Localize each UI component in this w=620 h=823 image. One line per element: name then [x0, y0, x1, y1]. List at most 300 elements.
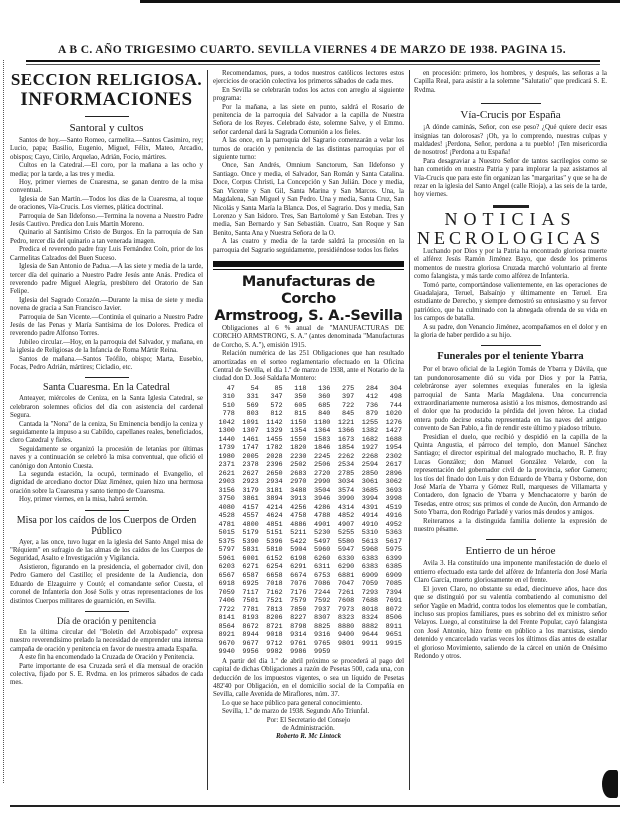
bond-number: 4286	[314, 503, 331, 512]
top-border-bar	[140, 0, 620, 3]
bond-number: 118	[294, 384, 307, 393]
bond-number: 1747	[242, 444, 259, 453]
bond-number: 6925	[242, 580, 259, 589]
paragraph: Parroquia de San Vicente.—Continúa el quinario a Nuestro Padre Jesús de las Penas y María Santísima de los Dolores. Predica el reverendo padre Alfonso Torres.	[10, 313, 203, 338]
article-body	[10, 629, 203, 688]
bond-number: 2621	[218, 469, 235, 478]
bond-number: 5904	[290, 546, 307, 555]
paragraph: Lo que se hace público para general conocimiento.	[222, 699, 363, 707]
article-heading: Entierro de un héroe	[465, 545, 556, 558]
paragraph: Luchando por Dios y por la Patria ha encontrado gloriosa muerte el alférez Jesús Ramón Jiménez Bayo, que desde los primeros momentos de nuestra gloriosa Cruzada marchó voluntario al frente como falangista, y más tarde como alférez de Infantería.	[414, 247, 607, 281]
table-row	[213, 606, 404, 615]
bond-number: 1307	[242, 427, 259, 436]
bond-number: 1142	[266, 418, 283, 427]
signature-name: Roberto R. Mc Lintock	[275, 733, 342, 741]
bond-number: 1276	[385, 418, 402, 427]
bond-number: 8880	[337, 622, 355, 631]
paragraph: A las once, en la parroquia del Sagrario comenzarán a velar los turnos de oración y penitencia de las distintas parroquias por el siguiente turno:	[213, 137, 404, 162]
bond-number: 5310	[361, 529, 379, 538]
column-left	[10, 70, 203, 688]
article-body	[414, 124, 607, 200]
table-row	[213, 427, 404, 436]
bond-number: 7059	[218, 588, 235, 597]
ad-title: Armstroog, S. A.-Sevilla	[214, 307, 403, 324]
bond-number: 3034	[337, 478, 355, 487]
bond-number: 347	[270, 393, 283, 402]
bond-number: 5947	[337, 546, 355, 555]
bond-number: 685	[318, 401, 331, 410]
bond-number: 8072	[385, 605, 402, 614]
table-row	[213, 580, 404, 589]
article-body	[414, 248, 607, 340]
bond-number: 1682	[361, 435, 379, 444]
bond-number: 3488	[290, 486, 307, 495]
bond-number: 5375	[218, 537, 235, 546]
masthead-rule	[26, 60, 600, 62]
masthead-rule-thin	[26, 64, 600, 65]
article-body	[213, 70, 404, 255]
bond-number: 1150	[290, 418, 307, 427]
bond-number: 2785	[337, 469, 355, 478]
bond-number: 7406	[218, 597, 235, 606]
bond-number: 4624	[266, 512, 283, 521]
bottom-border-bar	[10, 805, 620, 807]
bond-number: 6383	[361, 554, 379, 563]
bond-number: 2990	[314, 478, 331, 487]
bond-number: 1954	[385, 444, 402, 453]
bond-number: 4758	[290, 512, 307, 521]
article-heading: Santa Cuaresma. En la Catedral	[43, 382, 170, 394]
paragraph: Cantada la "Nona" de la ceniza, Su Eminencia bendijo la ceniza y seguidamente la impuso a su Cabildo, capellanes reales, beneficiados, clero Catedral y fieles.	[10, 420, 203, 445]
bond-number: 9316	[314, 631, 331, 640]
bond-number: 9400	[337, 631, 355, 640]
bond-number: 3574	[337, 486, 355, 495]
paragraph: Relación numérica de las 251 Obligaciones que han resultado amortizadas en el sorteo reglamentario efectuado en la Oficina Central de Sevilla, el día 1.º de marzo de 1938, ante el Notario de la ciudad don D. José Saldaña Montero:	[213, 350, 404, 383]
bond-numbers-table	[213, 385, 404, 657]
bond-number: 136	[318, 384, 331, 393]
paragraph: Parte importante de esa Cruzada será el día mensual de oración colectiva, fijado por S. E. Rvdma. en los primeros sábados de cada mes.	[10, 662, 203, 687]
table-row	[213, 419, 404, 428]
bond-number: 2934	[266, 478, 283, 487]
bond-number: 3990	[337, 495, 355, 504]
bond-number: 4910	[361, 520, 379, 529]
bond-number: 9959	[314, 648, 331, 657]
bond-number: 4916	[385, 512, 402, 521]
bond-number: 1091	[242, 418, 259, 427]
bond-number: 3685	[361, 486, 379, 495]
bond-number: 3750	[218, 495, 235, 504]
bond-number: 7086	[314, 580, 331, 589]
divider	[85, 510, 129, 511]
bond-number: 5960	[314, 546, 331, 555]
bond-number: 2005	[242, 452, 259, 461]
paragraph: La segunda estación, la ocupó, terminado el Evangelio, el dignidad de arcediano doctor Díaz Jiménez, quien hizo una hermosa oración sobre la Cuaresma y santo tiempo de Cuaresma.	[10, 471, 203, 495]
bond-number: 6271	[242, 563, 259, 572]
bond-number: 1820	[290, 444, 307, 453]
paragraph: Para desagraviar a Nuestro Señor de tantos sacrilegios como se han cometido en nuestra Patria y para implorar la paz asistamos al Vía-Crucis que para este fin organizan las "margaritas" y que se ha de rezar en la iglesia del Santo Angel (calle Rioja), a las seis de la tarde, hoy viernes.	[414, 157, 607, 199]
bond-number: 9670	[218, 639, 235, 648]
table-row	[213, 640, 404, 649]
bond-number: 1329	[266, 427, 283, 436]
bond-number: 9018	[266, 631, 283, 640]
bond-number: 1300	[218, 427, 235, 436]
bond-number: 5975	[385, 546, 402, 555]
bond-number: 5497	[314, 537, 331, 546]
divider	[85, 116, 129, 117]
bond-number: 2896	[385, 469, 402, 478]
bond-number: 1020	[385, 410, 402, 419]
bond-number: 5396	[266, 537, 283, 546]
bond-number: 2268	[361, 452, 379, 461]
bond-number: 5613	[361, 537, 379, 546]
table-row	[213, 614, 404, 623]
bond-number: 284	[365, 384, 379, 393]
bond-number: 7176	[290, 588, 307, 597]
column-divider	[409, 70, 410, 790]
bond-number: 8721	[266, 622, 283, 631]
bond-number: 3894	[266, 495, 283, 504]
bond-number	[332, 648, 356, 657]
bond-number: 8911	[385, 622, 402, 631]
table-row	[213, 555, 404, 564]
paragraph: Anteayer, miércoles de Ceniza, en la Santa Iglesia Catedral, se celebraron solemnes oficios del día con asistencia del cardenal Segura.	[10, 395, 203, 420]
bond-number: 8825	[314, 622, 331, 631]
bond-number: 5255	[337, 529, 355, 538]
bond-number: 9761	[290, 639, 307, 648]
bond-number: 4314	[337, 503, 355, 512]
paragraph: Presidían el duelo, que recibió y despidió en la capilla de la Quinta Angustia, el párroco del templo, don Manuel Sánchez Santiago; el director espiritual del malogrado muchacho, R. P. fray Lucas González; don Manuel González Velarde, con la representación del gobernador civil de la provincia, señor Gamero; los tíos del finado don Luis y don Eduardo de Ybarra y Osborne, don José María de Ybarra y Gómez Rull, marqueses de Villamarta y Contadero, don Ignacio de Ybarra y Menchacatorre y barón de Tesedas, entre otros; sus primos el conde de Aucón, don Armando de Soto Ybarra, don Rodrigo Parladé y varios más deudos y amigos.	[414, 433, 607, 517]
paragraph: ¡A dónde caminás, Señor, con ese peso? ¿Qué quiere decir esas insignias tan dolorosas? ¡Oh, ya lo comprendo, nuestras culpas y maldades! ¡Perdona, Señor, perdona a tu pueblo! ¡Ten misericordia de nosotros! ¡Perdona a tu España!	[414, 124, 607, 157]
paragraph: Tomó parte, comportándose valientemente, en las operaciones de Guadalajara, Teruel, Balsaínjo y últimamente en Teruel. Era estudiante de Derecho, y siempre demostró su entusiasmo y su fervor patriótico, que ha culminado con la abnegada ofrenda de su vida en los campos de batalla.	[414, 281, 607, 323]
bond-number: 3061	[361, 478, 379, 487]
bond-number: 5151	[266, 529, 283, 538]
bond-number: 3913	[290, 495, 307, 504]
bond-number: 1673	[337, 435, 355, 444]
ink-blot	[602, 770, 618, 798]
bond-number: 8798	[290, 622, 307, 631]
bond-number: 7973	[337, 605, 355, 614]
paragraph: Quinario al Santísimo Cristo de Burgos. En la parroquia de San Pedro, tercer día del quinario a tan venerada imagen.	[10, 229, 203, 245]
bond-number: 4788	[314, 512, 331, 521]
article-body	[10, 137, 203, 372]
ad-body	[213, 325, 404, 384]
bond-number: 9314	[290, 631, 307, 640]
article-body	[414, 366, 607, 534]
bond-number: 6385	[385, 563, 402, 572]
bond-number: 2245	[314, 452, 331, 461]
bond-number: 1382	[361, 427, 379, 436]
bond-number: 310	[222, 393, 235, 402]
bond-number: 6383	[361, 563, 379, 572]
bond-number: 6399	[385, 554, 402, 563]
bond-number: 2502	[290, 461, 307, 470]
bond-number: 6290	[337, 563, 355, 572]
bond-number: 2506	[314, 461, 331, 470]
table-row	[213, 453, 404, 462]
bond-number: 9982	[266, 648, 283, 657]
left-margin-dots	[3, 60, 4, 783]
paragraph: Por el bravo oficial de la Legión Tomás de Ybarra y Dávila, que tan pundonorosamente dió su vida por Dios y por la Patria, celebráronse ayer solemnes exequias funerales en la iglesia parroquial de Santa María Magdalena. Una concurrencia extraordinariamente numerosa asistió a los mismos, demostrando así el dolor que ha producido la pérdida del joven héroe. La ciudad entera pudo decirse estaba representada en las naves del antiguo convento de San Pablo, a fin de rendir este último y piadoso tributo.	[414, 366, 607, 433]
bond-number: 1221	[337, 418, 355, 427]
paragraph: Hoy, primer viernes de Cuaresma, se ganan dentro de la misa conventual.	[10, 179, 203, 195]
bond-number: 2028	[266, 452, 283, 461]
bond-number: 7937	[314, 605, 331, 614]
bond-number: 1427	[385, 427, 402, 436]
bond-number: 1583	[314, 435, 331, 444]
bond-number: 5617	[385, 537, 402, 546]
bond-number: 4391	[361, 503, 379, 512]
page-masthead: A B C. AÑO TRIGESIMO CUARTO. SEVILLA VIERNES 4 DE MARZO DE 1938. PAGINA 15.	[58, 44, 566, 56]
bond-number: 9940	[218, 648, 235, 657]
bond-number: 7501	[242, 597, 259, 606]
bond-number: 1854	[337, 444, 355, 453]
paragraph: Asistieron, figurando en la presidencia, el gobernador civil, don Pedro Gamero del Castillo; el presidente de la Audiencia, don Eduardo de Elzaguirre y Coutó; el comandante señor Cuesta, el coronel de Infantería don José Solís y otras representaciones de los distintos Cuerpos militares de guarnición, en Sevilla.	[10, 563, 203, 605]
bond-number: 6674	[290, 571, 307, 580]
table-row	[213, 487, 404, 496]
bond-number: 4080	[218, 503, 235, 512]
bond-number: 3994	[361, 495, 379, 504]
paragraph: Seguidamente se organizó la procesión de letanías por últimas naves y a continuación se celebró la misa conventual, que ofició el canónigo don Antonio Cuesta.	[10, 445, 203, 470]
bond-number: 3504	[314, 486, 331, 495]
paragraph: Iglesia de San Antonio de Padua.—A las siete y media de la tarde, tercer día del quinario a Nuestro Padre Jesús ante Anás. Predica el reverendo padre Miguel Alegría, presbítero del Oratorio de San Felipe.	[10, 263, 203, 296]
bond-number: 7579	[290, 597, 307, 606]
bond-number: 7076	[290, 580, 307, 589]
paragraph: Santos de mañana.—Santos Teófilo, obispo; Marta, Eusebio, Focas, Pedro Adrián, mártires; Cicladio, etc.	[10, 355, 203, 371]
table-row	[213, 623, 404, 632]
bond-number: 3179	[242, 486, 259, 495]
column-right	[414, 70, 607, 661]
table-row	[213, 470, 404, 479]
bond-number: 9801	[337, 639, 355, 648]
bond-number: 8882	[361, 622, 379, 631]
bond-number: 5810	[266, 546, 283, 555]
bond-number	[356, 648, 380, 657]
table-row	[213, 410, 404, 419]
bond-number: 6909	[385, 571, 402, 580]
paragraph: Ayer, a las once, tuvo lugar en la iglesia del Santo Angel misa de "Réquiem" en sufragio de las almas de los caídos de los Cuerpos de Seguridad, Asalto e Investigación y Vigilancia.	[10, 538, 203, 563]
bond-number: 1440	[218, 435, 235, 444]
article-body	[414, 560, 607, 661]
table-row	[213, 495, 404, 504]
article-body	[10, 539, 203, 606]
signature-line: de Administración.	[282, 725, 335, 733]
ornament-divider	[493, 205, 529, 208]
bond-number: 605	[294, 401, 307, 410]
article-body	[10, 395, 203, 504]
paragraph: Predica el reverendo padre fray Luis Fernández Coín, prior de los Carmelitas Calzados del Buen Suceso.	[10, 246, 203, 262]
bond-number: 2378	[242, 461, 259, 470]
paragraph: A su padre, don Venancio Jiménez, acompañamos en el dolor y en la gloria de haber perdido a su hijo.	[414, 323, 607, 339]
bond-number: 1688	[385, 435, 402, 444]
table-row	[213, 529, 404, 538]
article-heading: Día de oración y penitencia	[57, 615, 156, 626]
table-row	[213, 563, 404, 572]
divider	[486, 539, 536, 540]
bond-number: 5968	[361, 546, 379, 555]
paragraph: Jubileo circular.—Hoy, en la parroquia del Salvador, y mañana, en la iglesia de Religiosas de la Infancia de Roma Mártir Reina.	[10, 338, 203, 355]
bond-number: 498	[389, 393, 402, 402]
bond-number: 6753	[314, 571, 331, 580]
bond-number: 8141	[218, 614, 235, 623]
bond-number: 2903	[218, 478, 235, 487]
bond-number: 4901	[314, 520, 331, 529]
bond-number: 4914	[361, 512, 379, 521]
bond-number: 1255	[361, 418, 379, 427]
bond-number: 5015	[218, 529, 235, 538]
bond-number: 331	[246, 393, 259, 402]
bond-number: 4952	[385, 520, 402, 529]
bond-number: 7781	[242, 605, 259, 614]
bond-number: 5230	[314, 529, 331, 538]
bond-number: 5797	[218, 546, 235, 555]
paragraph: Obligaciones al 6 % anual de "MANUFACTURAS DE CORCHO ARMSTRONG, S. A." (antes denominada "Manufacturas de Corcho, S. A."), emisión 1915.	[213, 324, 404, 349]
bond-number: 7394	[385, 588, 402, 597]
bond-number: 879	[365, 410, 379, 419]
table-row	[213, 631, 404, 640]
paragraph: A este fin ha encomendado la Cruzada de Oración y Penitencia.	[19, 654, 195, 662]
paragraph: Recomendamos, pues, a todos nuestros católicos lectores estos ejercicios de oración colectiva los primeros sábados de cada mes.	[213, 70, 404, 86]
bond-number: 9644	[361, 631, 379, 640]
bond-number: 9677	[242, 639, 259, 648]
bond-number: 569	[246, 401, 259, 410]
bond-number: 8944	[242, 631, 259, 640]
bond-number: 4907	[337, 520, 355, 529]
bond-number: 2371	[218, 461, 235, 470]
paragraph: A partir del día 1.º de abril próximo se procederá al pago del capital de dichas Obligaciones a razón de Pesetas 500, cada una, con deducción de los impuestos vigentes, o sea un líquido de Pesetas 482'40 por Obligación, en el domicilio social de la Compañía en Sevilla, calle Avenida de Miraflores, núm. 37.	[213, 657, 404, 699]
bond-number: 4851	[266, 520, 283, 529]
section-title: SECCION RELIGIOSA.	[10, 70, 203, 89]
paragraph: Once, San Andrés, Omnium Sanctorum, San Ildefonso y Santiago. Once y media, el Salvador, San Román y Santa Catalina. Doce, Corpus Christi, La Concepción y San Julián. Doce y media, San Vicente y San Gil, Santa Marina y San Marcos. Una, la Magdalena, San Miguel y San Pedro. Una y media, Santa Cruz, San Nicolás y Santa María la Blanca. Dos, el Sagrario. Dos y media, San Lorenzo y San Isidoro. Tres, San Bartolomé y San Esteban. Tres y media, San Bernardo y San Sebastián. Cuatro, San Roque y San Benito, Santa Ana y Nuestra Señora de la O.	[213, 162, 404, 237]
bond-number: 1846	[314, 444, 331, 453]
paragraph: en procesión: primero, los hombres, y después, las señoras a la Capilla Real, para asistir a la solemne "Salutatio" que predicará S. E. Rvdma.	[414, 70, 607, 94]
article-heading: Funerales por el teniente Ybarra	[437, 351, 584, 363]
signature-line: Por: El Secretario del Consejo	[266, 716, 351, 724]
bond-number: 803	[246, 410, 259, 419]
bond-number: 2396	[266, 461, 283, 470]
bond-number: 1180	[314, 418, 331, 427]
bond-number: 397	[342, 393, 355, 402]
bond-number: 5831	[242, 546, 259, 555]
bond-number: 6254	[266, 563, 283, 572]
bond-number: 6567	[218, 571, 235, 580]
bond-number: 7691	[385, 597, 402, 606]
bond-number: 778	[222, 410, 235, 419]
bond-number: 4557	[242, 512, 259, 521]
bond-number: 3156	[218, 486, 235, 495]
ad-title: Manufacturas de Corcho	[241, 273, 376, 307]
paragraph: Iglesia del Sagrado Corazón.—Durante la misa de siete y media novena de gracia a San Francisco Javier.	[10, 296, 203, 313]
table-row	[213, 512, 404, 521]
bond-number	[380, 648, 404, 657]
bond-number: 5390	[242, 537, 259, 546]
divider	[481, 345, 541, 346]
bond-number: 812	[270, 410, 283, 419]
paragraph: El joven Claro, no obstante su edad, diecinueve años, hace dos que se distinguió por su valentía combatiendo al comunismo del señor Yagüe en Madrid, contra todos los elementos que le combatían, incluso sus propios familiares, pues es sobrino del ex ministro señor Velayos. Luego, al constituirse la del Frente Popular, cayó falangista con José Antonio, hizo frente en público a los marxistas, siendo detenido y encarcelado varias veces los últimos días antes de estallar el glorioso Movimiento, saliendo de la cárcel en unión de Onésimo Redondo y otros.	[414, 585, 607, 660]
bond-number: 7261	[337, 588, 355, 597]
table-row	[213, 436, 404, 445]
bond-number: 6260	[314, 554, 331, 563]
bond-number: 7293	[361, 588, 379, 597]
bond-number: 8323	[337, 614, 355, 623]
table-row	[213, 461, 404, 470]
section-title: NECROLOGICAS	[416, 227, 604, 248]
table-row	[213, 648, 404, 657]
table-row	[213, 385, 404, 394]
bond-number: 360	[318, 393, 331, 402]
bond-number: 8018	[361, 605, 379, 614]
divider	[481, 103, 541, 104]
bond-number: 2534	[337, 461, 355, 470]
bond-number: 5580	[337, 537, 355, 546]
bond-number: 6587	[242, 571, 259, 580]
article-heading: Santoral y cultos	[69, 122, 144, 134]
bond-number: 2617	[385, 461, 402, 470]
bond-number: 7244	[314, 588, 331, 597]
bond-number: 6330	[337, 554, 355, 563]
bond-number: 5961	[218, 554, 235, 563]
bond-number: 8307	[314, 614, 331, 623]
bond-number: 8921	[218, 631, 235, 640]
bond-number: 275	[342, 384, 355, 393]
column-middle	[213, 70, 404, 742]
bond-number: 722	[342, 401, 355, 410]
paragraph: Parroquia de San Ildefonso.—Termina la novena a Nuestro Padre Jesús Cautivo. Predica don Luis Martín Moreno.	[10, 212, 203, 229]
bond-number: 7813	[266, 605, 283, 614]
bond-number: 1455	[266, 435, 283, 444]
paragraph: Santos de hoy.—Santo Romeo, carmelita.—Santos Casimiro, rey; Lucio, papa; Basilio, Eugenio, Miguel, Félix, Mateo, Arcadio, obispos; Cayo, Cirilo, Arquelao, Adrián, Focio, mártires.	[10, 137, 203, 161]
paragraph: Cultos en la Catedral.—El coro, por la mañana a las ocho y media; por la tarde, a las tres y media.	[10, 162, 203, 178]
bond-number: 4519	[385, 503, 402, 512]
table-row	[213, 572, 404, 581]
bond-number: 1782	[266, 444, 283, 453]
bond-number: 8324	[361, 614, 379, 623]
bond-number: 6918	[218, 580, 235, 589]
bond-number: 7162	[266, 588, 283, 597]
table-row	[213, 538, 404, 547]
bond-number: 7722	[218, 605, 235, 614]
bond-number: 2594	[361, 461, 379, 470]
table-row	[213, 546, 404, 555]
bond-number: 6152	[266, 554, 283, 563]
bond-number: 2627	[242, 469, 259, 478]
bond-number: 47	[226, 384, 235, 393]
bond-number: 85	[274, 384, 283, 393]
paragraph: Sevilla, 1.º de marzo de 1938. Segundo Año Triunfal.	[222, 708, 370, 716]
bond-number: 1354	[290, 427, 307, 436]
bond-number: 4781	[218, 520, 235, 529]
bond-number: 8206	[266, 614, 283, 623]
bond-number: 5363	[385, 529, 402, 538]
bond-number: 2720	[314, 469, 331, 478]
bond-number: 2262	[337, 452, 355, 461]
bond-number: 5179	[242, 529, 259, 538]
section-subtitle: INFORMACIONES	[20, 89, 193, 110]
bond-number: 572	[270, 401, 283, 410]
table-row	[213, 402, 404, 411]
bond-number: 4800	[242, 520, 259, 529]
bond-number: 7117	[242, 588, 259, 597]
divider	[85, 611, 129, 612]
bond-number: 7085	[385, 580, 402, 589]
bond-number: 7592	[314, 597, 331, 606]
bond-number: 744	[389, 401, 402, 410]
bond-number: 2230	[290, 452, 307, 461]
table-row	[213, 393, 404, 402]
bond-number: 6658	[266, 571, 283, 580]
paragraph: Avila 3. Ha constituído una imponente manifestación de duelo el entierro efectuado esta tarde del alférez de Infantería don José María Claro García, muerto gloriosamente en el frente.	[414, 560, 607, 585]
table-row	[213, 504, 404, 513]
ad-border-thin	[213, 269, 404, 270]
